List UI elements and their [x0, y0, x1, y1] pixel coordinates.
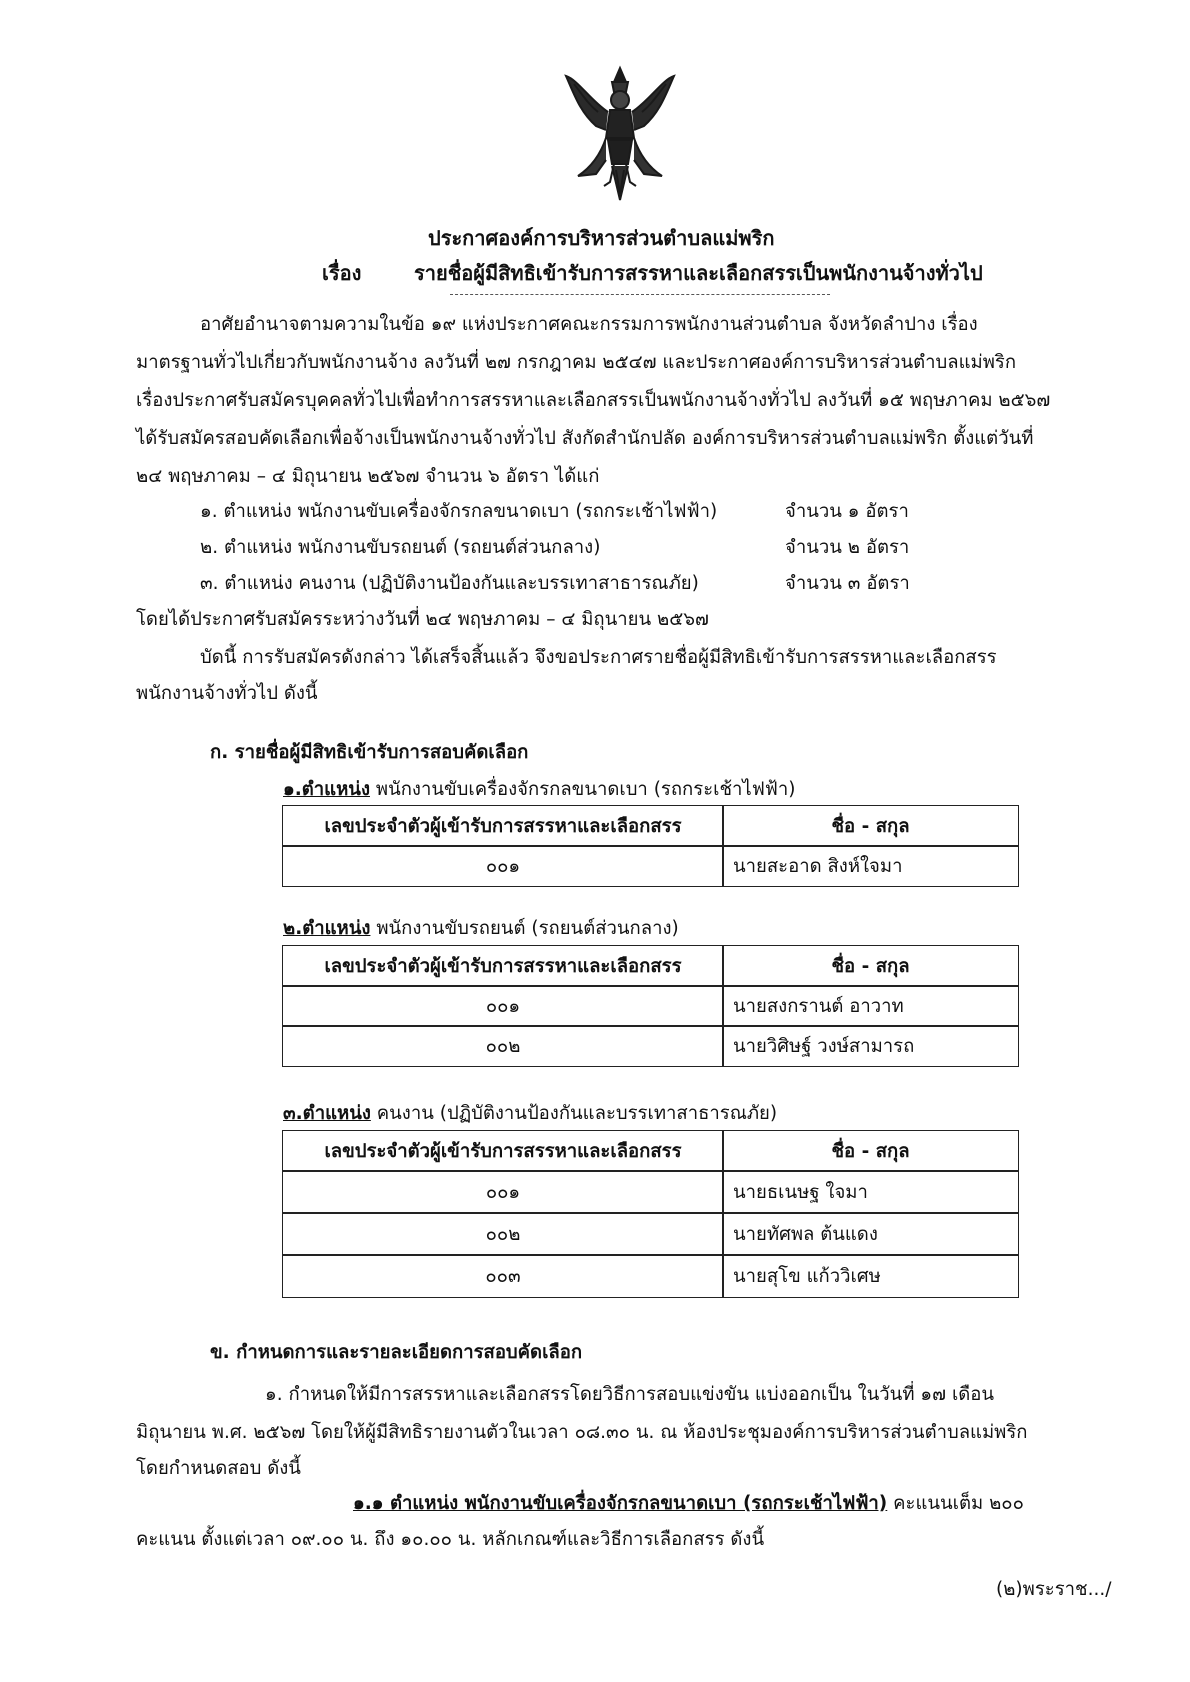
schedule-line: คะแนน ตั้งแต่เวลา ๐๙.๐๐ น. ถึง ๑๐.๐๐ น. หลักเกณฑ์และวิธีการเลือกสรร ดังนี้	[136, 1529, 765, 1550]
table-header-name: ชื่อ - สกุล	[722, 945, 1019, 987]
subject-label: เรื่อง	[322, 261, 362, 285]
title-divider	[450, 294, 830, 295]
group-prefix: ๑.ตำแหน่ง	[283, 779, 370, 800]
table-cell-name: นายทัศพล ต้นแดง	[722, 1212, 1019, 1256]
position-item: ๒. ตำแหน่ง พนักงานขับรถยนต์ (รถยนต์ส่วนกลาง)	[200, 537, 601, 558]
group-prefix: ๒.ตำแหน่ง	[283, 918, 371, 939]
page-title: ประกาศองค์การบริหารส่วนตำบลแม่พริก	[428, 226, 775, 250]
group-title: พนักงานขับรถยนต์ (รถยนต์ส่วนกลาง)	[376, 918, 679, 939]
sub-section-score: คะแนนเต็ม ๒๐๐	[893, 1493, 1024, 1514]
group-heading	[283, 775, 796, 804]
table-cell-id: ๐๐๒	[282, 1025, 724, 1067]
table-cell-id: ๐๐๓	[282, 1254, 724, 1298]
table-cell-name: นายสะอาด สิงห์ใจมา	[722, 845, 1019, 887]
continuation-note: (๒)พระราช.../	[996, 1579, 1112, 1600]
section-a-heading: ก. รายชื่อผู้มีสิทธิเข้ารับการสอบคัดเลือก	[210, 742, 529, 763]
intro-line: มาตรฐานทั่วไปเกี่ยวกับพนักงานจ้าง ลงวันที่ ๒๗ กรกฎาคม ๒๕๔๗ และประกาศองค์การบริหารส่วนตำบลแม่พริก	[136, 352, 1017, 373]
intro-line: เรื่องประกาศรับสมัครบุคคลทั่วไปเพื่อทำการสรรหาและเลือกสรรเป็นพนักงานจ้างทั่วไป ลงวันที่ ๑๕ พฤษภาคม ๒๕๖๗	[136, 390, 1051, 411]
intro-line: ได้รับสมัครสอบคัดเลือกเพื่อจ้างเป็นพนักงานจ้างทั่วไป สังกัดสำนักปลัด องค์การบริหารส่วนตำบลแม่พริก ตั้งแต่วันที่	[136, 428, 1034, 449]
sub-section	[353, 1489, 1024, 1518]
table-cell-name: นายวิศิษฐ์ วงษ์สามารถ	[722, 1025, 1019, 1067]
schedule-line: มิถุนายน พ.ศ. ๒๕๖๗ โดยให้ผู้มีสิทธิรายงานตัวในเวลา ๐๘.๓๐ น. ณ ห้องประชุมองค์การบริหารส่วนตำบลแม่พริก	[136, 1422, 1028, 1443]
table-cell-id: ๐๐๑	[282, 1170, 724, 1214]
schedule-line: โดยกำหนดสอบ ดังนี้	[136, 1458, 301, 1479]
position-count: จำนวน ๓ อัตรา	[785, 573, 910, 594]
table-header-id: เลขประจำตัวผู้เข้ารับการสรรหาและเลือกสรร	[282, 805, 724, 847]
table-cell-id: ๐๐๑	[282, 845, 724, 887]
table-cell-name: นายสงกรานต์ อาวาท	[722, 985, 1019, 1027]
position-count: จำนวน ๒ อัตรา	[785, 537, 910, 558]
table-header-name: ชื่อ - สกุล	[722, 1130, 1019, 1172]
closing-line: พนักงานจ้างทั่วไป ดังนี้	[136, 683, 318, 704]
table-cell-id: ๐๐๒	[282, 1212, 724, 1256]
table-header-id: เลขประจำตัวผู้เข้ารับการสรรหาและเลือกสรร	[282, 945, 724, 987]
sub-section-label: ๑.๑ ตำแหน่ง พนักงานขับเครื่องจักรกลขนาดเบา (รถกระเช้าไฟฟ้า)	[353, 1493, 888, 1514]
group-heading	[283, 914, 679, 943]
table-header-name: ชื่อ - สกุล	[722, 805, 1019, 847]
garuda-emblem	[560, 60, 680, 210]
position-item: ๑. ตำแหน่ง พนักงานขับเครื่องจักรกลขนาดเบา (รถกระเช้าไฟฟ้า)	[200, 501, 718, 522]
group-title: คนงาน (ปฏิบัติงานป้องกันและบรรเทาสาธารณภัย)	[376, 1103, 778, 1124]
position-count: จำนวน ๑ อัตรา	[785, 501, 909, 522]
position-item: ๓. ตำแหน่ง คนงาน (ปฏิบัติงานป้องกันและบรรเทาสาธารณภัย)	[200, 573, 699, 594]
intro-line: อาศัยอำนาจตามความในข้อ ๑๙ แห่งประกาศคณะกรรมการพนักงานส่วนตำบล จังหวัดลำปาง เรื่อง	[200, 314, 978, 335]
application-period: โดยได้ประกาศรับสมัครระหว่างวันที่ ๒๔ พฤษภาคม – ๔ มิถุนายน ๒๕๖๗	[136, 609, 709, 630]
table-header-id: เลขประจำตัวผู้เข้ารับการสรรหาและเลือกสรร	[282, 1130, 724, 1172]
table-cell-name: นายธเนษฐ ใจมา	[722, 1170, 1019, 1214]
group-title: พนักงานขับเครื่องจักรกลขนาดเบา (รถกระเช้าไฟฟ้า)	[375, 779, 796, 800]
schedule-line: ๑. กำหนดให้มีการสรรหาและเลือกสรรโดยวิธีการสอบแข่งขัน แบ่งออกเป็น ในวันที่ ๑๗ เดือน	[265, 1384, 995, 1405]
subject-text: รายชื่อผู้มีสิทธิเข้ารับการสรรหาและเลือกสรรเป็นพนักงานจ้างทั่วไป	[414, 261, 983, 285]
section-b-heading: ข. กำหนดการและรายละเอียดการสอบคัดเลือก	[210, 1342, 583, 1363]
intro-line: ๒๔ พฤษภาคม – ๔ มิถุนายน ๒๕๖๗ จำนวน ๖ อัตรา ได้แก่	[136, 466, 600, 487]
table-cell-name: นายสุโข แก้ววิเศษ	[722, 1254, 1019, 1298]
group-heading	[283, 1099, 777, 1128]
closing-line: บัดนี้ การรับสมัครดังกล่าว ได้เสร็จสิ้นแล้ว จึงขอประกาศรายชื่อผู้มีสิทธิเข้ารับการสรรหาและเลือกสรร	[200, 647, 997, 668]
table-cell-id: ๐๐๑	[282, 985, 724, 1027]
group-prefix: ๓.ตำแหน่ง	[283, 1103, 371, 1124]
